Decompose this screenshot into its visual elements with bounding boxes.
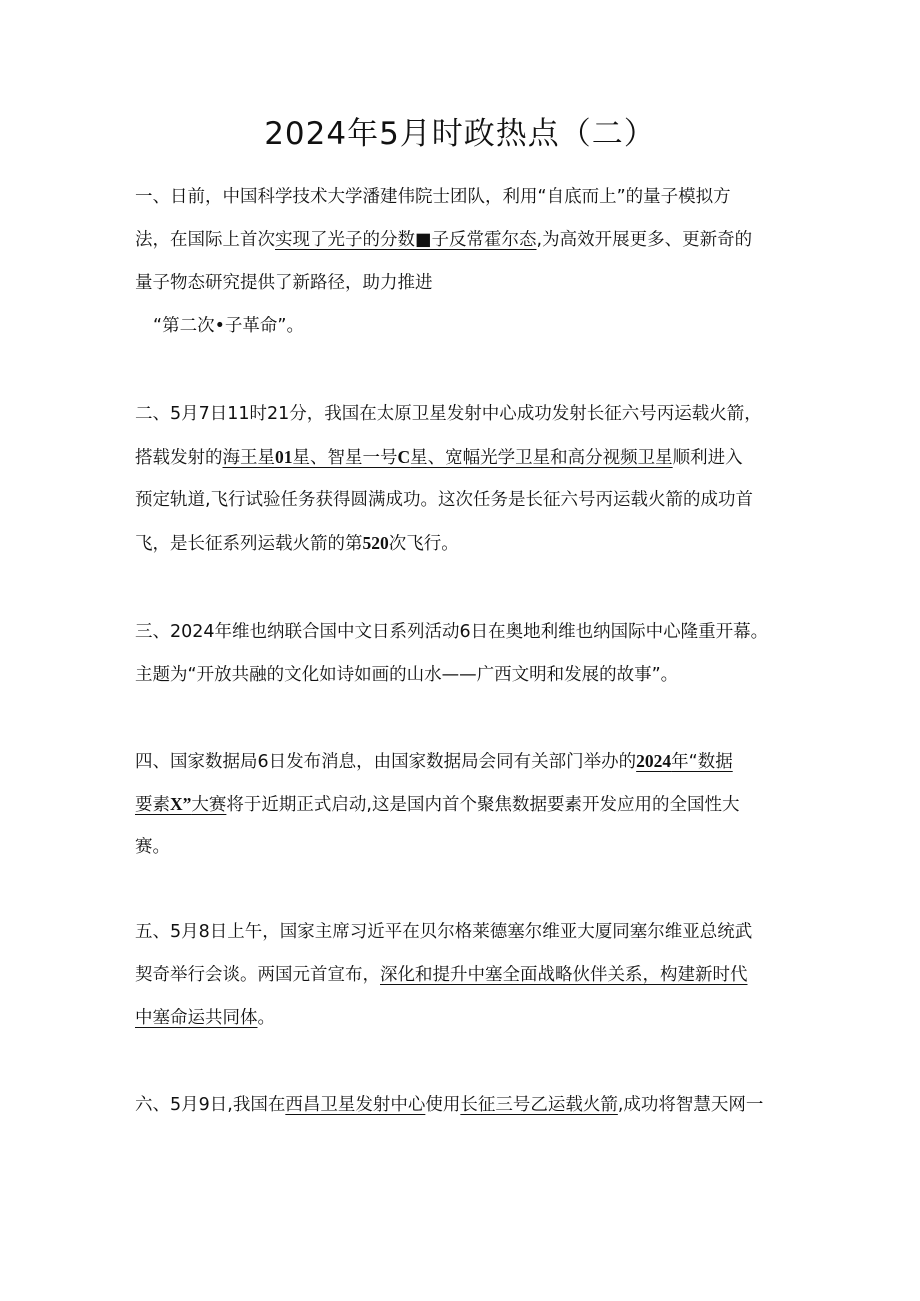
item-4 — [135, 740, 795, 869]
text-line — [135, 436, 795, 479]
text-line — [135, 305, 795, 348]
page-title: 2024年5月时政热点（二） — [264, 116, 656, 152]
text-segment: ,为高效开展更多、更新奇的 — [536, 230, 753, 250]
text-line — [135, 826, 795, 869]
text-segment: 六、5月9日,我国在 — [135, 1095, 286, 1115]
text-segment: 赛。 — [135, 837, 170, 857]
text-line — [135, 219, 795, 262]
underlined-text: 西昌卫星发射中心 — [285, 1095, 426, 1115]
text-segment: 法，在国际上首次 — [135, 230, 275, 250]
text-line — [135, 654, 795, 697]
text-line — [135, 611, 795, 654]
text-line — [135, 783, 795, 826]
underlined-text: 深化和提升中塞全面战略伙伴关系，构建新时代 — [380, 965, 748, 985]
text-segment: 飞，是长征系列运载火箭的第 — [135, 534, 363, 554]
text-segment: 主题为“开放共融的文化如诗如画的山水——广西文明和发展的故事”。 — [135, 665, 679, 685]
text-line — [135, 997, 795, 1040]
underlined-text: 大赛 — [191, 795, 227, 815]
text-segment: 三、2024年维也纳联合国中文日系列活动6日在奥地利维也纳国际中心隆重开幕。 — [135, 622, 769, 642]
text-line — [135, 522, 795, 565]
text-segment: 一、日前，中国科学技术大学潘建伟院士团队，利用“自底而上”的量子模拟方 — [135, 187, 731, 207]
text-segment: 契奇举行会谈。两国元首宣布， — [135, 965, 380, 985]
text-segment: ,成功将智慧天网一 — [617, 1095, 764, 1115]
underlined-text: 年“数据 — [671, 752, 733, 772]
underlined-text: 01 — [275, 447, 293, 467]
item-3 — [135, 611, 795, 697]
underlined-text: 实现了光子的分数■子反常霍尔态 — [275, 230, 537, 250]
text-segment: 520 — [362, 533, 389, 553]
text-segment: 。 — [257, 1008, 275, 1028]
underlined-text: 星、宽幅光学卫星和高分视频卫星 — [410, 448, 673, 468]
text-segment: 顺利进入 — [672, 448, 743, 468]
underlined-text: C — [397, 447, 411, 467]
text-segment: “第二次•子革命”。 — [153, 316, 304, 336]
item-2 — [135, 393, 795, 565]
text-segment: 五、5月8日上午，国家主席习近平在贝尔格莱德塞尔维亚大厦同塞尔维亚总统武 — [135, 922, 753, 942]
underlined-text: X” — [170, 794, 192, 814]
item-6 — [135, 1084, 795, 1127]
item-5 — [135, 911, 795, 1040]
text-line — [135, 176, 795, 219]
text-segment: 二、5月7日11时21分，我国在太原卫星发射中心成功发射长征六号丙运载火箭， — [135, 404, 762, 424]
text-segment: 次飞行。 — [388, 534, 459, 554]
underlined-text: 海王星 — [222, 448, 275, 468]
text-segment: 四、国家数据局6日发布消息，由国家数据局会同有关部门举办的 — [135, 752, 637, 772]
text-line — [135, 479, 795, 522]
underlined-text: 2024 — [636, 751, 672, 771]
text-line — [135, 740, 795, 783]
text-segment: 使用 — [425, 1095, 461, 1115]
text-segment: 预定轨道,飞行试验任务获得圆满成功。这次任务是长征六号丙运载火箭的成功首 — [135, 490, 754, 510]
text-segment: 量子物态研究提供了新路径，助力推进 — [135, 273, 433, 293]
underlined-text: 长征三号乙运载火箭 — [460, 1095, 618, 1115]
text-line — [135, 262, 795, 305]
text-line — [135, 911, 795, 954]
item-1 — [135, 176, 795, 348]
underlined-text: 星、智星一号 — [292, 448, 398, 468]
underlined-text: 要素 — [135, 795, 170, 815]
text-line — [135, 1084, 795, 1127]
underlined-text: 中塞命运共同体 — [135, 1008, 258, 1028]
text-segment: 搭载发射的 — [135, 448, 223, 468]
text-line — [135, 393, 795, 436]
text-line — [135, 954, 795, 997]
text-segment: 将于近期正式启动,这是国内首个聚焦数据要素开发应用的全国性大 — [226, 795, 740, 815]
